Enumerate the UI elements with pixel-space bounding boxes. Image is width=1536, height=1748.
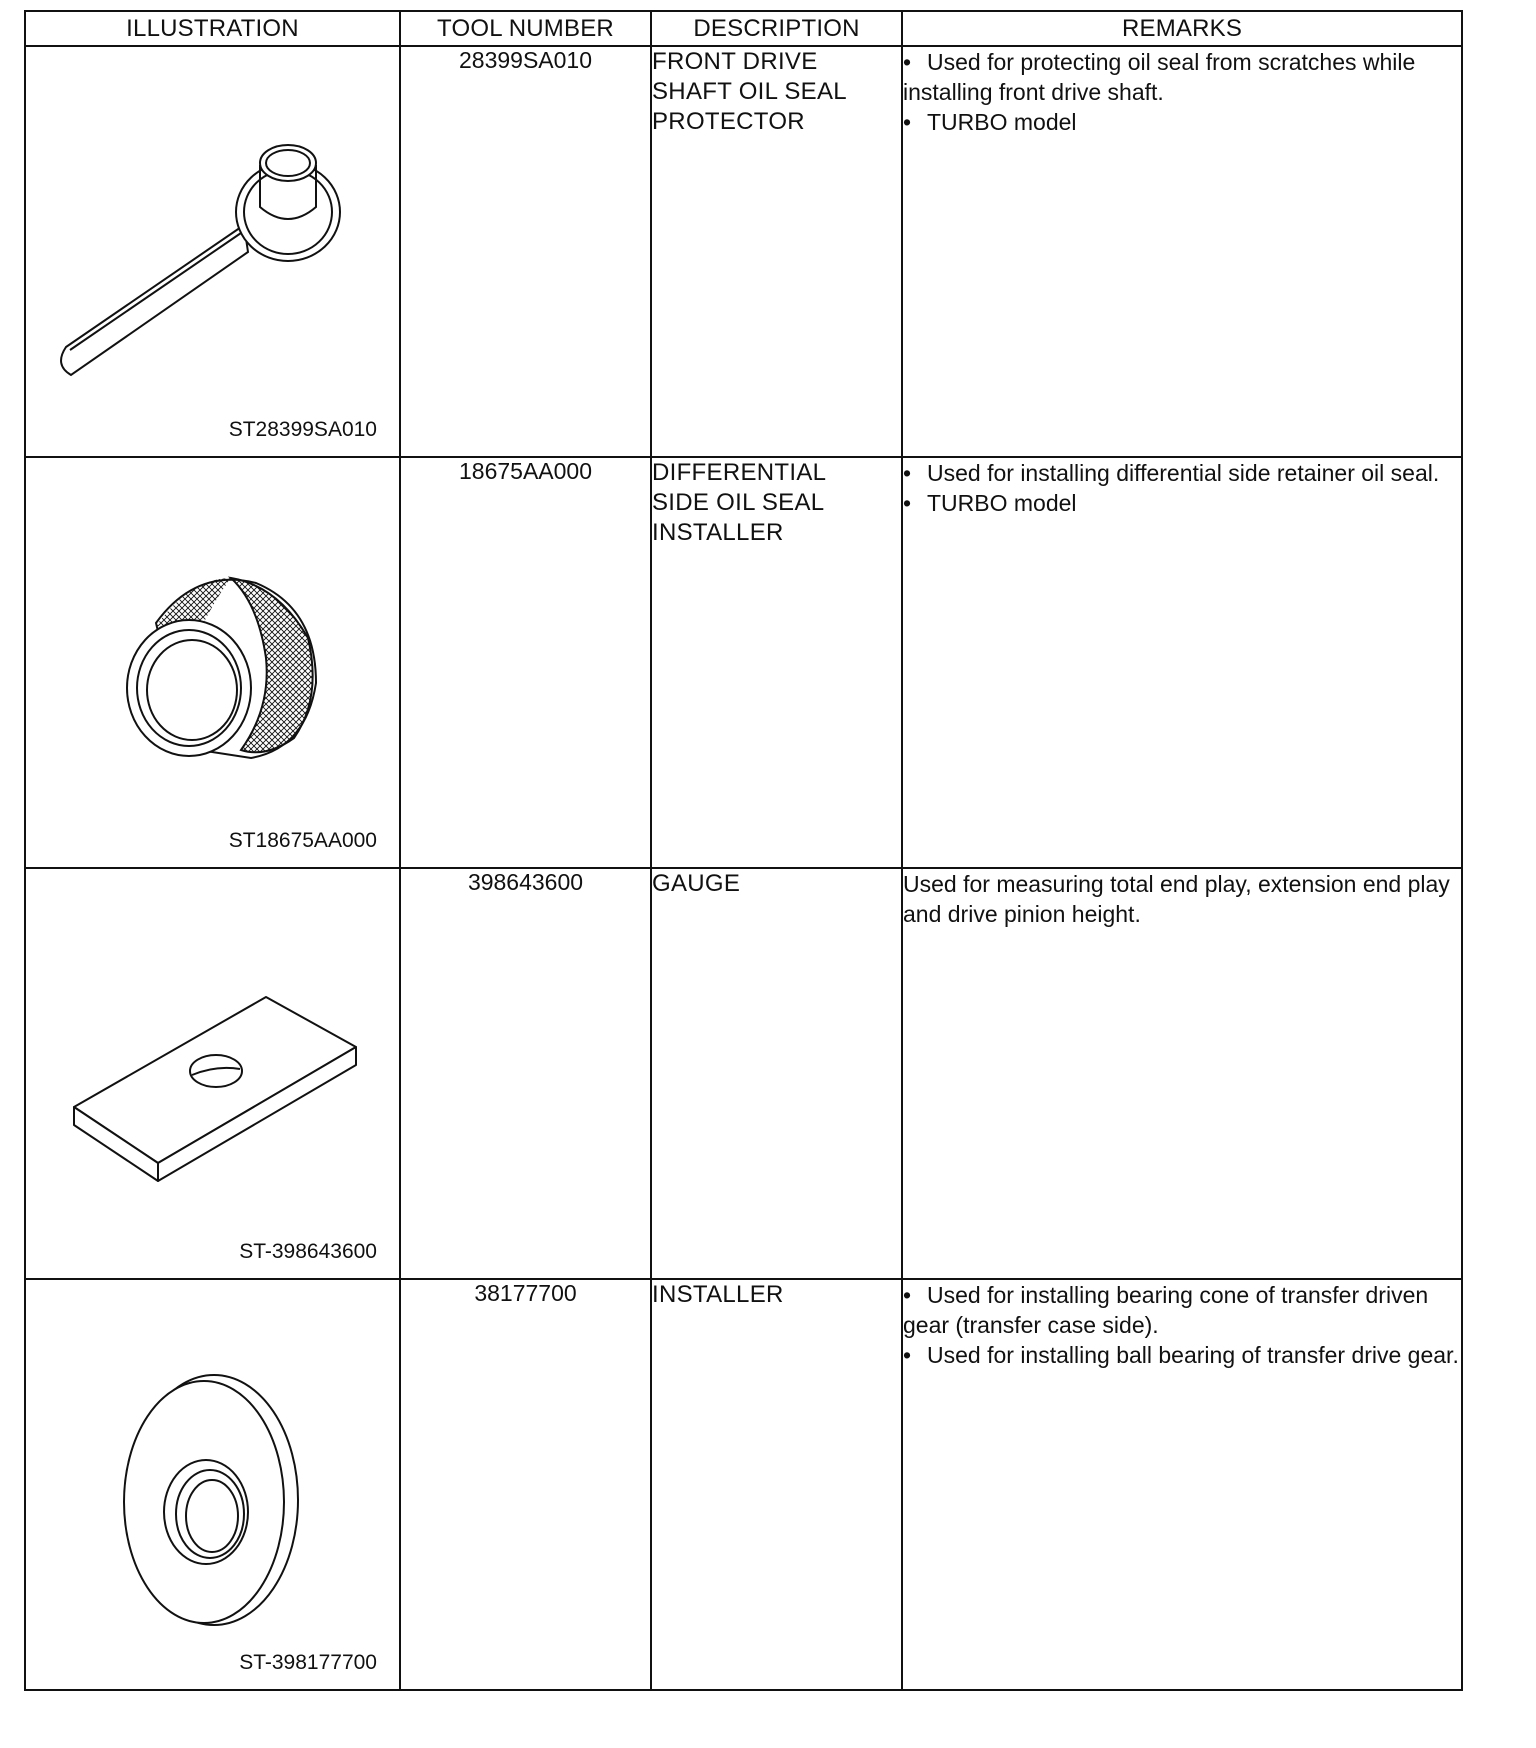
- description-line: GAUGE: [652, 870, 741, 897]
- description-line: INSTALLER: [652, 519, 784, 546]
- remark-item: [903, 458, 1461, 488]
- remark-text: TURBO model: [927, 490, 1077, 516]
- tool-number-cell: 398643600: [400, 868, 651, 1279]
- description-line: INSTALLER: [652, 1281, 784, 1308]
- bullet-icon: •: [903, 1282, 912, 1308]
- table-row: [25, 868, 1462, 1279]
- illustration-cell: [25, 1279, 400, 1690]
- description-line: FRONT DRIVE: [652, 48, 818, 75]
- description-line: DIFFERENTIAL: [652, 459, 827, 486]
- bullet-icon: •: [903, 109, 912, 135]
- remarks-cell: [902, 868, 1462, 1279]
- illustration-cell: [25, 457, 400, 868]
- description-cell: [651, 46, 902, 457]
- illustration-code: ST28399SA010: [228, 418, 377, 441]
- tool-number-cell: 28399SA010: [400, 46, 651, 457]
- bullet-icon: •: [903, 49, 912, 75]
- header-description: DESCRIPTION: [651, 11, 902, 46]
- gauge-plate-illustration: [26, 869, 401, 1278]
- description-cell: [651, 1279, 902, 1690]
- seal-installer-illustration: [26, 458, 401, 867]
- table-row: [25, 457, 1462, 868]
- table-header-row: [25, 11, 1462, 46]
- description-cell: [651, 457, 902, 868]
- remark-item: [903, 1280, 1461, 1340]
- bullet-icon: •: [903, 460, 912, 486]
- remark-text: Used for protecting oil seal from scratches while installing front drive shaft.: [903, 49, 1416, 105]
- tool-number-cell: 18675AA000: [400, 457, 651, 868]
- header-illustration: ILLUSTRATION: [25, 11, 400, 46]
- remark-item: [903, 869, 1461, 929]
- remarks-cell: [902, 457, 1462, 868]
- description-line: SIDE OIL SEAL: [652, 489, 825, 516]
- illustration-code: ST18675AA000: [228, 829, 377, 852]
- remark-text: Used for installing bearing cone of transfer driven gear (transfer case side).: [903, 1282, 1429, 1338]
- description-line: SHAFT OIL SEAL: [652, 78, 847, 105]
- header-tool-number: TOOL NUMBER: [400, 11, 651, 46]
- illustration-code: ST-398177700: [239, 1651, 377, 1674]
- table-row: [25, 46, 1462, 457]
- remark-item: [903, 1340, 1461, 1370]
- description-line: PROTECTOR: [652, 108, 805, 135]
- header-remarks: REMARKS: [902, 11, 1462, 46]
- remarks-cell: [902, 46, 1462, 457]
- remark-text: Used for installing differential side retainer oil seal.: [927, 460, 1440, 486]
- special-tools-sheet: [24, 10, 1461, 1698]
- remarks-cell: [902, 1279, 1462, 1690]
- bullet-icon: •: [903, 490, 912, 516]
- remark-text: TURBO model: [927, 109, 1077, 135]
- illustration-cell: [25, 868, 400, 1279]
- bullet-icon: •: [903, 1342, 912, 1368]
- remark-text: Used for installing ball bearing of transfer drive gear.: [927, 1342, 1459, 1368]
- special-tools-table: [24, 10, 1463, 1691]
- remark-text: Used for measuring total end play, extension end play and drive pinion height.: [903, 871, 1450, 927]
- illustration-cell: [25, 46, 400, 457]
- description-cell: [651, 868, 902, 1279]
- remark-item: [903, 107, 1461, 137]
- oil-seal-protector-illustration: [26, 47, 401, 456]
- table-row: [25, 1279, 1462, 1690]
- illustration-code: ST-398643600: [239, 1240, 377, 1263]
- remark-item: [903, 47, 1461, 107]
- remark-item: [903, 488, 1461, 518]
- tool-number-cell: 38177700: [400, 1279, 651, 1690]
- installer-disc-illustration: [26, 1280, 401, 1689]
